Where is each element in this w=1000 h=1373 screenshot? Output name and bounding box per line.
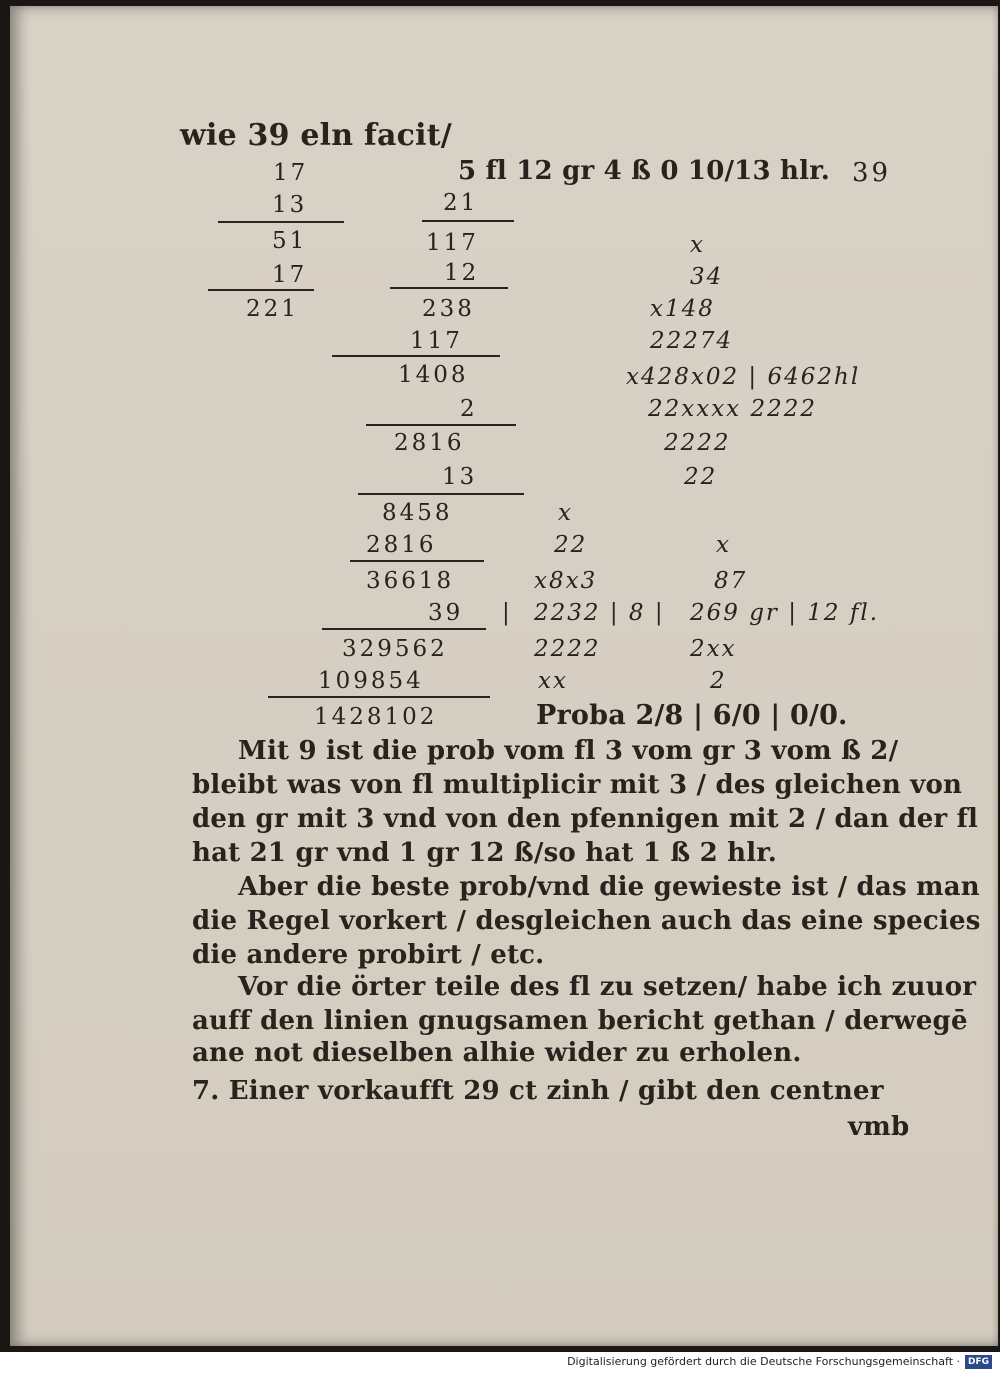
book-page	[10, 6, 998, 1346]
calc-c2-1: 117	[426, 230, 479, 256]
calc-c2-5: 1408	[398, 362, 469, 388]
calc-c2-10: 2816	[366, 532, 437, 558]
calc-c2-3: 238	[422, 296, 475, 322]
galley-right-6: 2222	[664, 430, 731, 456]
calc-rule	[358, 493, 524, 495]
galley-far-4: 2	[710, 668, 727, 694]
calc-c2-7: 2816	[394, 430, 465, 456]
footer-bar	[0, 1352, 1000, 1373]
calc-c2-4: 117	[410, 328, 463, 354]
calc-c2-14: 109854	[318, 668, 424, 694]
body-line: die Regel vorkert / desgleichen auch das eine species	[192, 906, 981, 936]
proba-line: Proba 2/8 | 6/0 | 0/0.	[536, 700, 848, 731]
body-line: ane not dieselben alhie wider zu erholen.	[192, 1038, 802, 1068]
body-line: hat 21 gr vnd 1 gr 12 ß/so hat 1 ß 2 hlr.	[192, 838, 778, 868]
calc-rule	[332, 355, 500, 357]
body-line: den gr mit 3 vnd von den pfennigen mit 2 / dan der fl	[192, 804, 979, 834]
galley-mid-4: 2222	[534, 636, 601, 662]
galley-right-0: x	[690, 232, 705, 258]
calc-c2-15: 1428102	[314, 704, 438, 730]
galley-right-2: x148	[650, 296, 715, 322]
body-line: auff den linien gnugsamen bericht gethan / derwegē	[192, 1006, 968, 1036]
heading-line: wie 39 eln facit/	[180, 118, 452, 153]
galley-mid-1: 22	[554, 532, 588, 558]
calc-c2-12: 39	[428, 600, 464, 626]
calc-rule	[322, 628, 486, 630]
calc-c1-1: 13	[272, 192, 308, 218]
galley-mid-3: 2232 | 8 |	[534, 600, 665, 626]
galley-far-3: 2xx	[690, 636, 737, 662]
galley-right-5: 22xxxx 2222	[648, 396, 817, 422]
calc-rule	[208, 289, 314, 291]
calc-c2-2: 12	[444, 260, 480, 286]
calc-c1-4: 221	[246, 296, 299, 322]
page-number: 39	[852, 158, 892, 188]
calc-c1-3: 17	[272, 262, 308, 288]
galley-right-4: x428x02 | 6462hl	[626, 364, 861, 390]
calc-c1-2: 51	[272, 228, 308, 254]
galley-mid-5: xx	[538, 668, 568, 694]
body-line: bleibt was von fl multiplicir mit 3 / des gleichen von	[192, 770, 963, 800]
galley-mid-0: x	[558, 500, 573, 526]
catchword: vmb	[848, 1112, 910, 1142]
calc-rule	[268, 696, 490, 698]
calc-c2-0: 21	[443, 190, 479, 216]
body-line: Vor die örter teile des fl zu setzen/ habe ich zuuor	[238, 972, 977, 1002]
galley-far-2: 269 gr | 12 fl.	[690, 600, 880, 626]
galley-far-0: x	[716, 532, 731, 558]
dfg-logo: DFG	[965, 1355, 992, 1369]
separator: |	[502, 600, 513, 626]
footer-credit: Digitalisierung gefördert durch die Deutsche Forschungsgemeinschaft ·	[567, 1355, 960, 1368]
result-line: 5 fl 12 gr 4 ß 0 10/13 hlr.	[458, 156, 830, 186]
calc-rule	[366, 424, 516, 426]
calc-c2-9: 8458	[382, 500, 453, 526]
calc-c1-0: 17	[273, 160, 309, 186]
calc-rule	[350, 560, 484, 562]
calc-c2-8: 13	[442, 464, 478, 490]
body-line: Mit 9 ist die prob vom fl 3 vom gr 3 vom ß 2/	[238, 736, 899, 766]
calc-c2-13: 329562	[342, 636, 448, 662]
galley-right-1: 34	[690, 264, 724, 290]
galley-right-3: 22274	[650, 328, 734, 354]
galley-far-1: 87	[714, 568, 748, 594]
calc-c2-11: 36618	[366, 568, 455, 594]
calc-c2-6: 2	[460, 396, 478, 422]
calc-rule	[390, 287, 508, 289]
body-line: Aber die beste prob/vnd die gewieste ist / das man	[238, 872, 980, 902]
body-line: die andere probirt / etc.	[192, 940, 545, 970]
galley-mid-2: x8x3	[534, 568, 598, 594]
galley-right-7: 22	[684, 464, 718, 490]
calc-rule	[422, 220, 514, 222]
calc-rule	[218, 221, 344, 223]
body-line: 7. Einer vorkaufft 29 ct zinh / gibt den centner	[192, 1076, 884, 1106]
